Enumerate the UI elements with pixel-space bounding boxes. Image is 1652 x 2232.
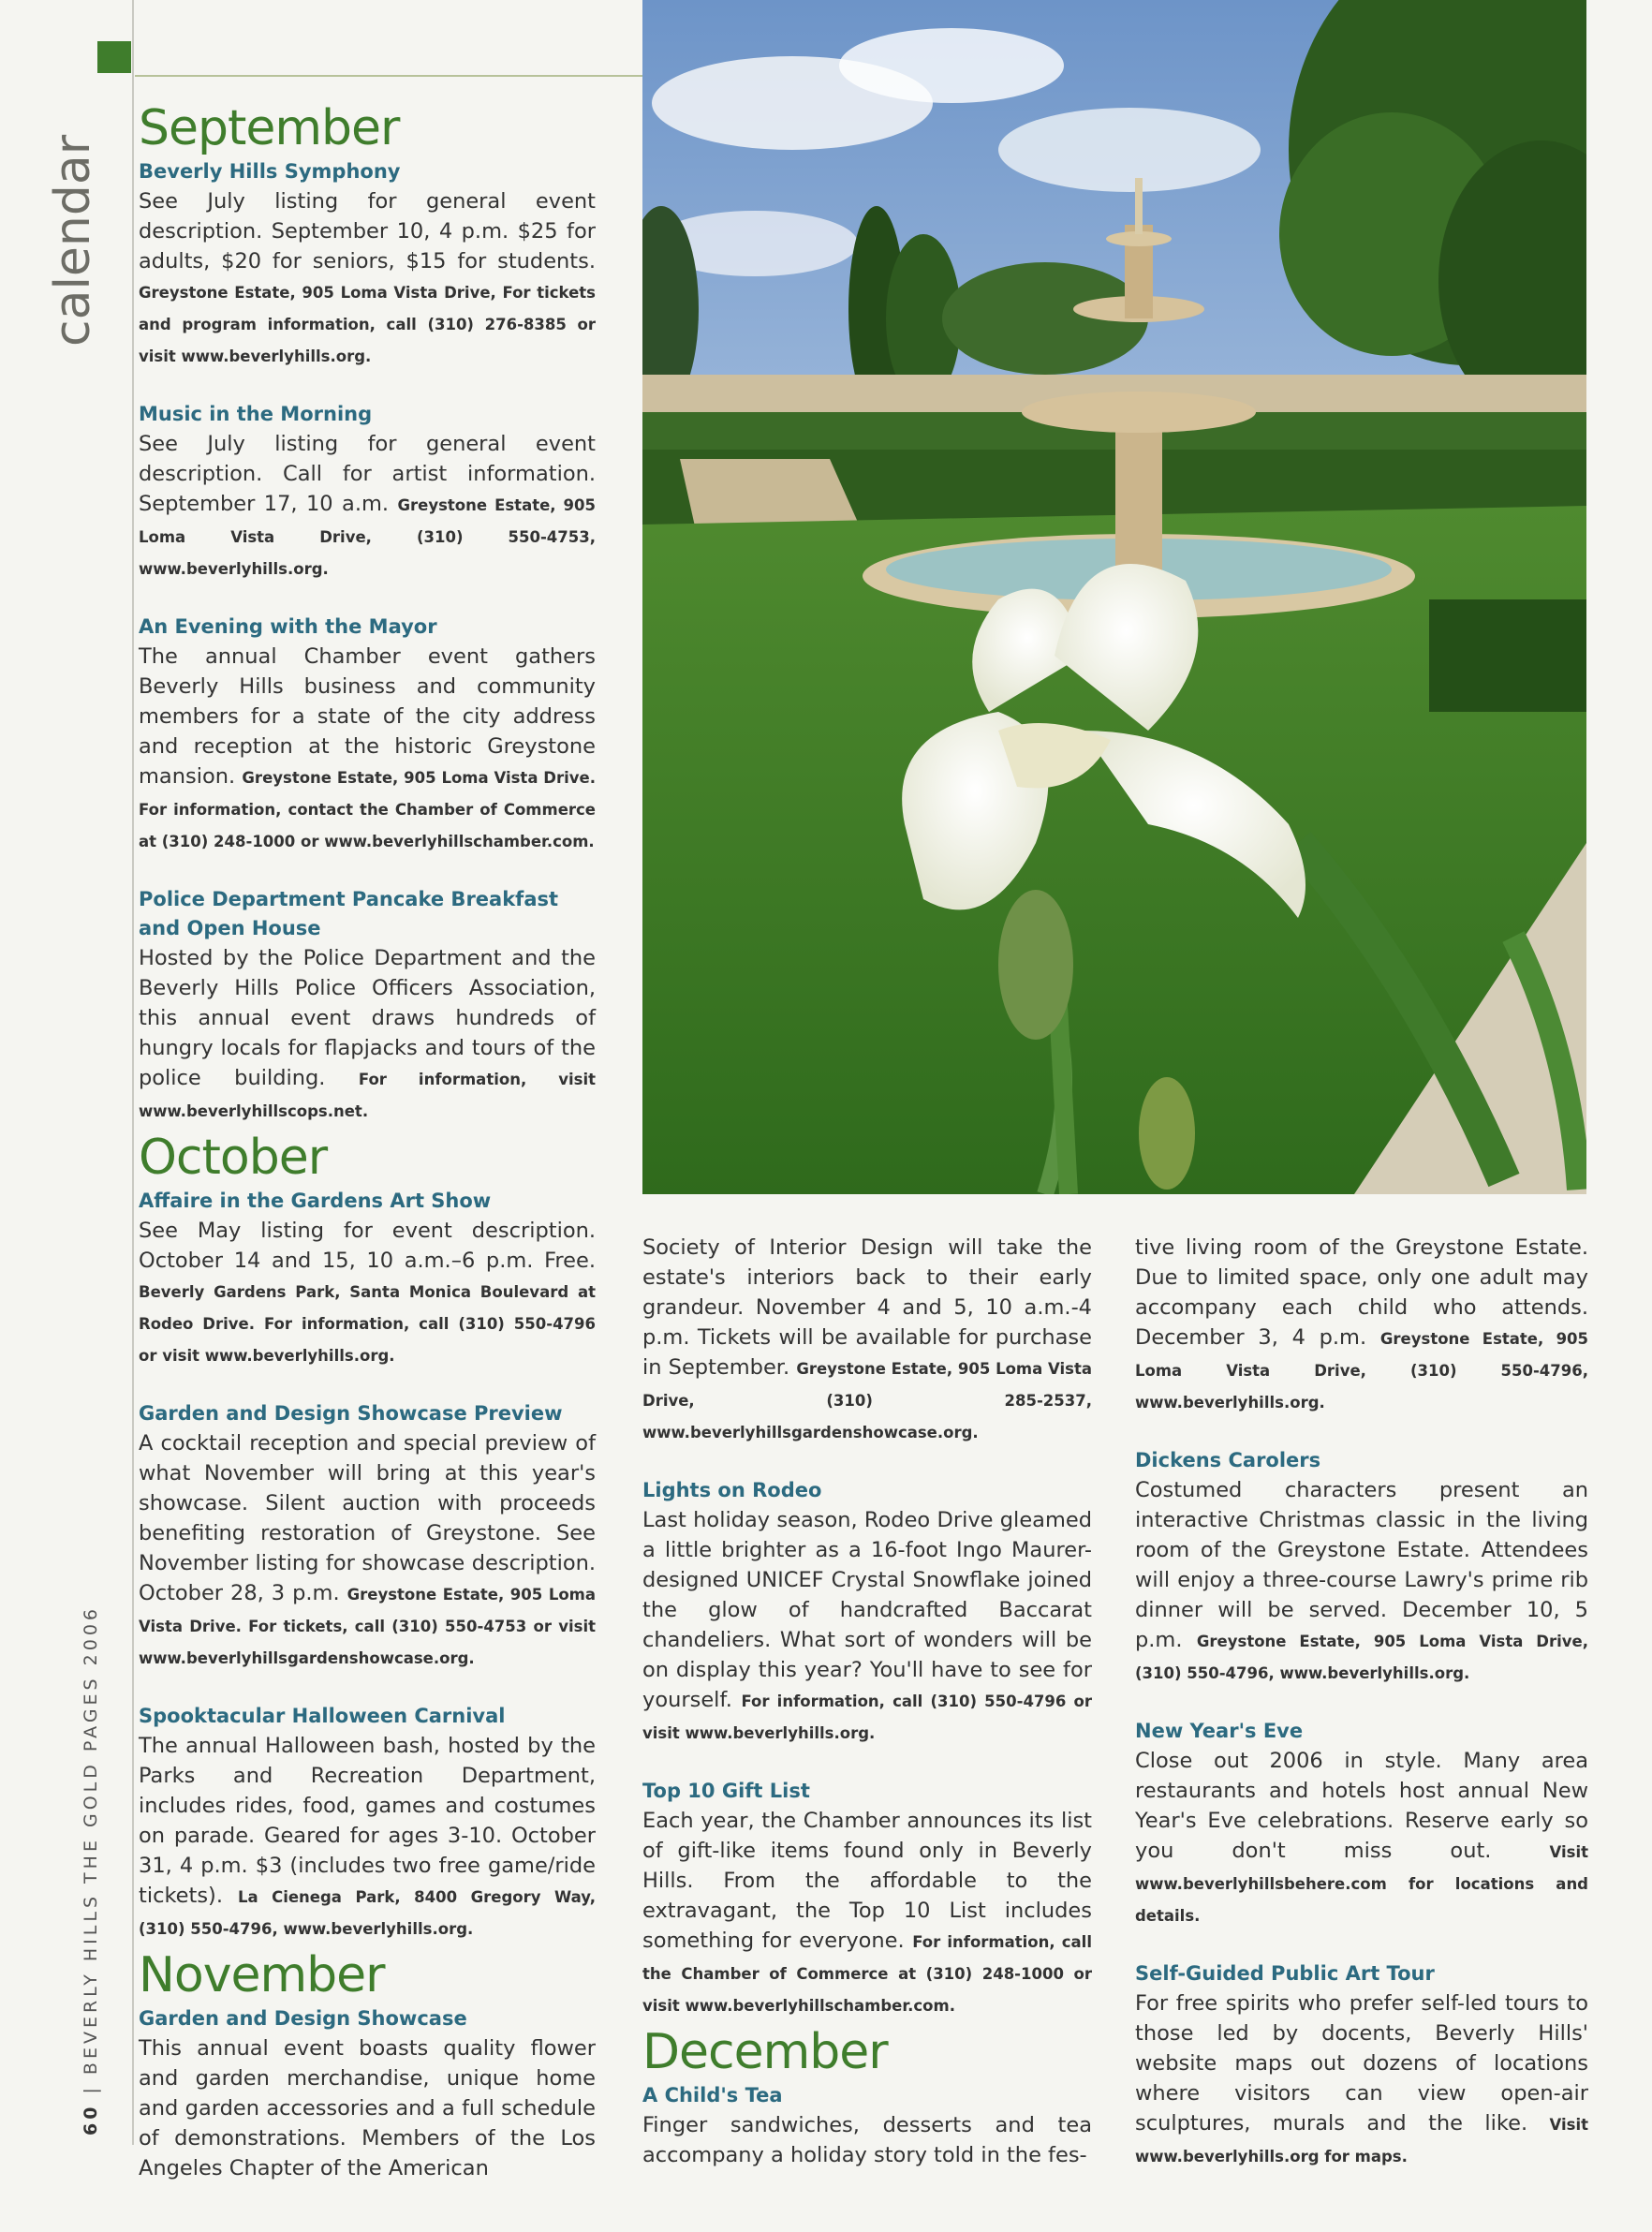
event-title: Beverly Hills Symphony	[139, 160, 401, 183]
event-body: Close out 2006 in style. Many area restaurants and hotels host annual New Year's Eve celebrations. Reserve early so you don't miss out.	[1135, 1749, 1588, 1863]
page-number: 60	[81, 2103, 101, 2136]
event-description	[139, 186, 596, 372]
page-folio: 60 | BEVERLY HILLS THE GOLD PAGES 2006	[81, 1604, 101, 2136]
event-body: Last holiday season, Rodeo Drive gleamed a little brighter as a 16-foot Ingo Maurer-designed UNICEF Crystal Snowflake joined the glow of handcrafted Baccarat chandeliers. What sort of wonders will be on display this year? You'll have to see for yourself.	[642, 1508, 1092, 1712]
event-description	[139, 2033, 596, 2183]
garden-fountain-illustration	[642, 0, 1586, 1194]
column-1	[139, 101, 596, 2211]
event-description	[139, 1731, 596, 1944]
event-info: Visit www.beverlyhills.org for maps.	[1135, 2116, 1588, 2165]
event-description	[1135, 1233, 1588, 1418]
event-dickens-carolers	[1135, 1446, 1588, 1689]
event-body: Society of Interior Design will take the estate's interiors back to their early grandeur. November 4 and 5, 10 a.m.-4 p.m. Tickets will be available for purchase in September.	[642, 1235, 1092, 1380]
event-body: A cocktail reception and special preview of what November will bring at this year's showcase. Silent auction with proceeds benefiting restoration of Greystone. See November listing for showcase description. October 28, 3 p.m.	[139, 1431, 596, 1605]
event-info: For information, visit www.beverlyhillscops.net.	[139, 1071, 596, 1120]
event-police-pancake-breakfast	[139, 885, 596, 1127]
month-october: October	[139, 1130, 328, 1186]
event-info: For information, call (310) 550-4796 or visit www.beverlyhills.org.	[642, 1692, 1093, 1742]
event-body: tive living room of the Greystone Estate. Due to limited space, only one adult may accompany each child who attends. December 3, 4 p.m.	[1135, 1235, 1588, 1350]
month-december: December	[642, 2024, 888, 2080]
month-november: November	[139, 1947, 385, 2003]
event-info: La Cienega Park, 8400 Gregory Way, (310) 550-4796, www.beverlyhills.org.	[139, 1888, 597, 1938]
section-marker	[97, 41, 131, 73]
event-title: Self-Guided Public Art Tour	[1135, 1962, 1435, 1985]
photo-garden-fountain	[642, 0, 1586, 1194]
event-body: See July listing for general event description. September 10, 4 p.m. $25 for adults, $20 for seniors, $15 for students.	[139, 189, 596, 273]
month-september: September	[139, 100, 400, 156]
publication-name: BEVERLY HILLS THE GOLD PAGES 2006	[81, 1604, 101, 2076]
event-title: Police Department Pancake Breakfast and Open House	[139, 888, 559, 939]
event-title: Garden and Design Showcase	[139, 2007, 467, 2030]
event-description	[139, 943, 596, 1127]
event-description	[642, 1233, 1092, 1448]
event-description	[1135, 1988, 1588, 2172]
event-halloween-carnival	[139, 1702, 596, 1944]
event-new-years-eve	[1135, 1717, 1588, 1931]
event-description	[139, 1216, 596, 1371]
event-body: See July listing for general event description. Call for artist information. September 17, 10 a.m.	[139, 432, 596, 516]
event-top-10-gift-list	[642, 1777, 1092, 2021]
event-description	[139, 1428, 596, 1674]
event-title: Dickens Carolers	[1135, 1449, 1321, 1471]
event-body: For free spirits who prefer self-led tours to those led by docents, Beverly Hills' website maps out dozens of locations where visitors can view open-air sculptures, murals and the like.	[1135, 1991, 1588, 2136]
event-info: For information, call the Chamber of Commerce at (310) 248-1000 or visit www.beverlyhillschamber.com.	[642, 1933, 1092, 2015]
event-title: Lights on Rodeo	[642, 1479, 822, 1501]
event-garden-design-preview	[139, 1399, 596, 1674]
event-title: Spooktacular Halloween Carnival	[139, 1705, 506, 1727]
top-rule	[135, 75, 644, 77]
column-3	[1135, 1233, 1588, 2200]
event-evening-with-mayor	[139, 613, 596, 857]
margin-rule	[132, 0, 134, 2145]
event-description	[1135, 1475, 1588, 1689]
event-description	[139, 642, 596, 857]
event-info: Beverly Gardens Park, Santa Monica Boulevard at Rodeo Drive. For information, call (310) 550-4796 or visit www.beverlyhills.org.	[139, 1283, 596, 1365]
event-description	[1135, 1746, 1588, 1931]
event-title: New Year's Eve	[1135, 1720, 1304, 1742]
event-body: The annual Chamber event gathers Beverly Hills business and community members for a state of the city address and reception at the historic Greystone mansion.	[139, 644, 596, 789]
event-body: Each year, the Chamber announces its list of gift-like items found only in Beverly Hills. From the affordable to the extravagant, the Top 10 List includes something for everyone.	[642, 1809, 1092, 1953]
event-description	[642, 1806, 1092, 2021]
event-title: Music in the Morning	[139, 403, 373, 425]
event-body: This annual event boasts quality flower and garden merchandise, unique home and garden accessories and a full schedule of demonstrations. Members of the Los Angeles Chapter of the American	[139, 2036, 596, 2180]
event-garden-design-showcase	[139, 2004, 596, 2183]
section-label: calendar	[45, 134, 101, 347]
event-info: Visit www.beverlyhillsbehere.com for locations and details.	[1135, 1843, 1588, 1925]
event-description	[642, 2110, 1092, 2170]
event-childs-tea-continued	[1135, 1233, 1588, 1418]
event-body: Finger sandwiches, desserts and tea accompany a holiday story told in the fes-	[642, 2113, 1092, 2167]
event-title: Garden and Design Showcase Preview	[139, 1402, 563, 1425]
event-title: Top 10 Gift List	[642, 1780, 810, 1802]
event-description	[642, 1505, 1092, 1749]
event-affaire-in-the-gardens	[139, 1187, 596, 1371]
event-music-in-the-morning	[139, 400, 596, 584]
event-title: Affaire in the Gardens Art Show	[139, 1190, 492, 1212]
event-info: Greystone Estate, 905 Loma Vista Drive, (310) 550-4796, www.beverlyhills.org.	[1135, 1633, 1588, 1682]
event-info: Greystone Estate, 905 Loma Vista Drive, (310) 550-4753, www.beverlyhills.org.	[139, 496, 596, 578]
event-body: Costumed characters present an interactive Christmas classic in the living room of the Greystone Estate. Attendees will enjoy a three-course Lawry's prime rib dinner will be served. December 10, 5 p.m.	[1135, 1478, 1588, 1652]
event-public-art-tour	[1135, 1959, 1588, 2172]
event-body: See May listing for event description. October 14 and 15, 10 a.m.–6 p.m. Free.	[139, 1219, 596, 1273]
event-body: Hosted by the Police Department and the Beverly Hills Police Officers Association, this annual event draws hundreds of hungry locals for flapjacks and tours of the police building.	[139, 946, 596, 1090]
event-info: Greystone Estate, 905 Loma Vista Drive, For tickets and program information, call (310) 276-8385 or visit www.beverlyhills.org.	[139, 284, 596, 365]
column-2	[642, 1233, 1092, 2198]
event-beverly-hills-symphony	[139, 157, 596, 372]
event-body: The annual Halloween bash, hosted by the Parks and Recreation Department, includes rides, food, games and costumes on parade. Geared for ages 3-10. October 31, 4 p.m. $3 (includes two free game/ride tickets).	[139, 1734, 596, 1908]
event-info: Greystone Estate, 905 Loma Vista Drive. For information, contact the Chamber of Commerce at (310) 248-1000 or www.beverlyhillschamber.com.	[139, 769, 597, 850]
event-title: A Child's Tea	[642, 2084, 783, 2106]
event-info: Greystone Estate, 905 Loma Vista Drive, (310) 550-4796, www.beverlyhills.org.	[1135, 1330, 1589, 1412]
event-info: Greystone Estate, 905 Loma Vista Drive. For tickets, call (310) 550-4753 or visit www.beverlyhillsgardenshowcase.org.	[139, 1586, 596, 1667]
event-description	[139, 429, 596, 584]
event-childs-tea	[642, 2081, 1092, 2170]
event-title: An Evening with the Mayor	[139, 615, 437, 638]
event-garden-design-showcase-continued	[642, 1233, 1092, 1448]
event-info: Greystone Estate, 905 Loma Vista Drive, (310) 285-2537, www.beverlyhillsgardenshowcase.org.	[642, 1360, 1092, 1441]
event-lights-on-rodeo	[642, 1476, 1092, 1749]
